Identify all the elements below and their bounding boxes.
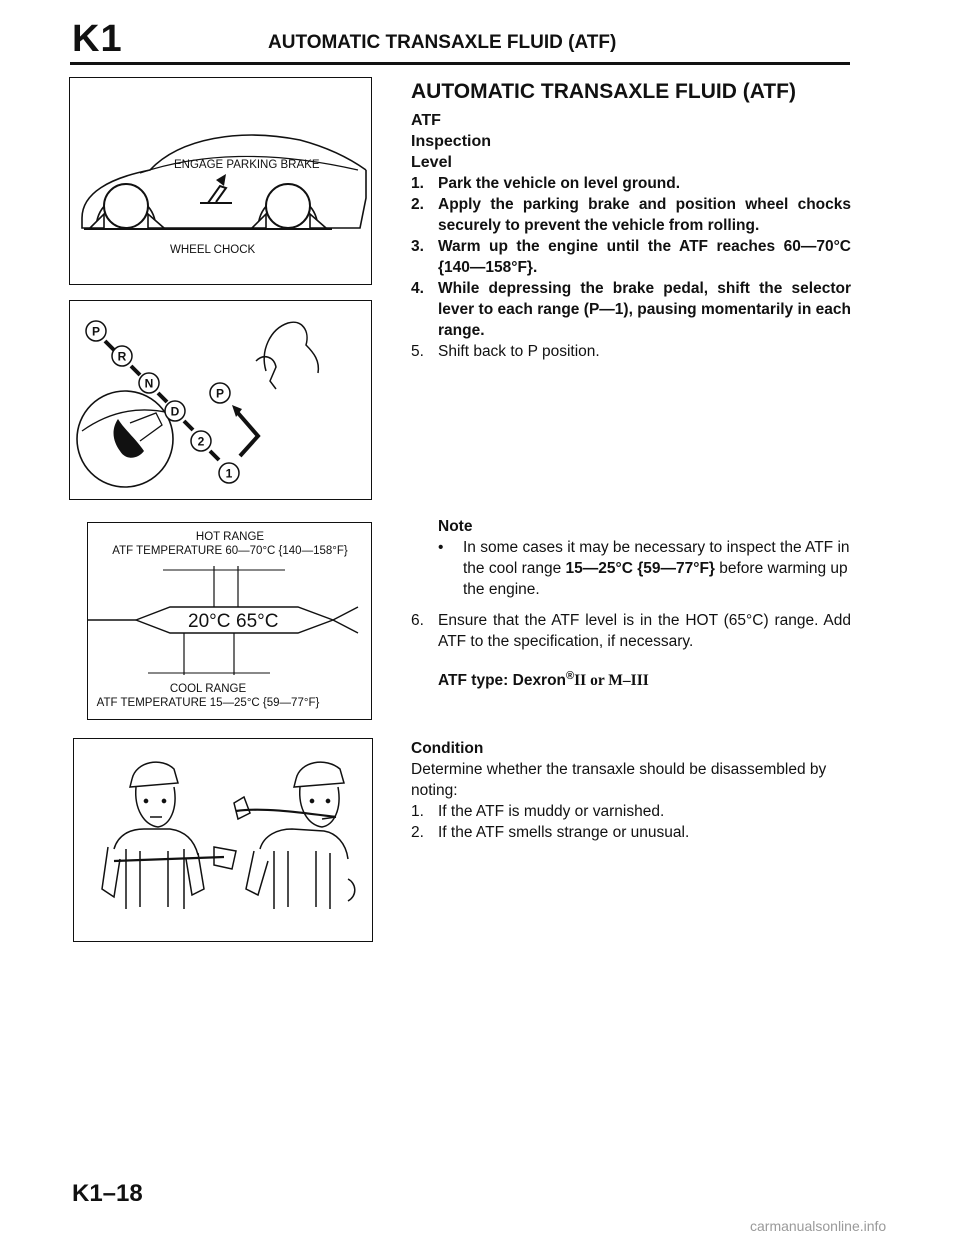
step-2: 2. Apply the parking brake and position wheel chocks securely to prevent the vehicle from rolling. [411,196,851,234]
watermark: carmanualsonline.info [750,1218,887,1234]
figure-parking-brake [69,77,372,285]
label-65c: 65°C [236,611,279,632]
header-title: AUTOMATIC TRANSAXLE FLUID (ATF) [268,32,617,53]
subheading-inspection: Inspection [411,133,492,150]
subheading-atf: ATF [411,112,441,129]
section-title: AUTOMATIC TRANSAXLE FLUID (ATF) [411,80,796,103]
inspection-block [411,110,851,362]
condition-block [411,738,851,843]
mechanics-illustration [74,739,374,943]
atf-type-spec: ATF type: Dexron®II or M–III [438,670,649,690]
position-2 [191,431,211,451]
note-title: Note [438,518,473,535]
step-6-block [411,610,851,652]
figure-fluid-condition [73,738,373,942]
label-wheel-chock: WHEEL CHOCK [170,244,256,256]
step-1: 1. Park the vehicle on level ground. [411,175,681,192]
step-4: 4. While depressing the brake pedal, shift the selector lever to each range (P—1), pausing momentarily in each range. [411,280,851,339]
car-illustration [70,78,373,286]
svg-text:2: 2 [197,434,205,449]
selector-illustration [70,301,373,501]
subheading-level: Level [411,154,452,171]
position-n [139,373,159,393]
note-block [411,516,851,600]
label-hot-temp: ATF TEMPERATURE 60—70°C {140—158°F} [112,545,348,557]
step-3: 3. Warm up the engine until the ATF reaches 60—70°C {140—158°F}. [411,238,851,276]
svg-text:1: 1 [225,466,233,481]
position-p [86,321,106,341]
label-engage-parking-brake: ENGAGE PARKING BRAKE [174,159,320,171]
label-20c: 20°C [188,611,231,632]
condition-title: Condition [411,740,484,757]
page-number: K1–18 [72,1180,143,1207]
note-item: • In some cases it may be necessary to inspect the ATF in the cool range 15—25°C {59—77°F} before warming up the engine. [438,539,850,598]
svg-text:D: D [170,404,180,419]
condition-intro: Determine whether the transaxle should be disassembled by noting: [411,761,827,799]
svg-text:P: P [215,386,225,401]
position-p-return [210,383,230,403]
label-cool-range: COOL RANGE [169,683,247,695]
svg-text:P: P [91,324,101,339]
position-d [165,401,185,421]
label-hot-range: HOT RANGE [195,531,265,543]
svg-text:R: R [117,349,127,364]
step-5: 5. Shift back to P position. [411,343,600,360]
figure-dipstick-ranges [87,522,372,720]
figure-selector-lever [69,300,372,500]
step-6: 6. Ensure that the ATF level is in the HOT (65°C) range. Add ATF to the specification, if necessary. [411,612,851,650]
condition-item-2: 2. If the ATF smells strange or unusual. [411,824,690,841]
section-code: K1 [72,18,123,60]
label-cool-temp: ATF TEMPERATURE 15—25°C {59—77°F} [96,697,320,709]
svg-text:N: N [144,376,154,391]
position-1 [219,463,239,483]
header-rule [70,62,850,65]
condition-item-1: 1. If the ATF is muddy or varnished. [411,803,665,820]
position-r [112,346,132,366]
dipstick-illustration [88,523,373,721]
